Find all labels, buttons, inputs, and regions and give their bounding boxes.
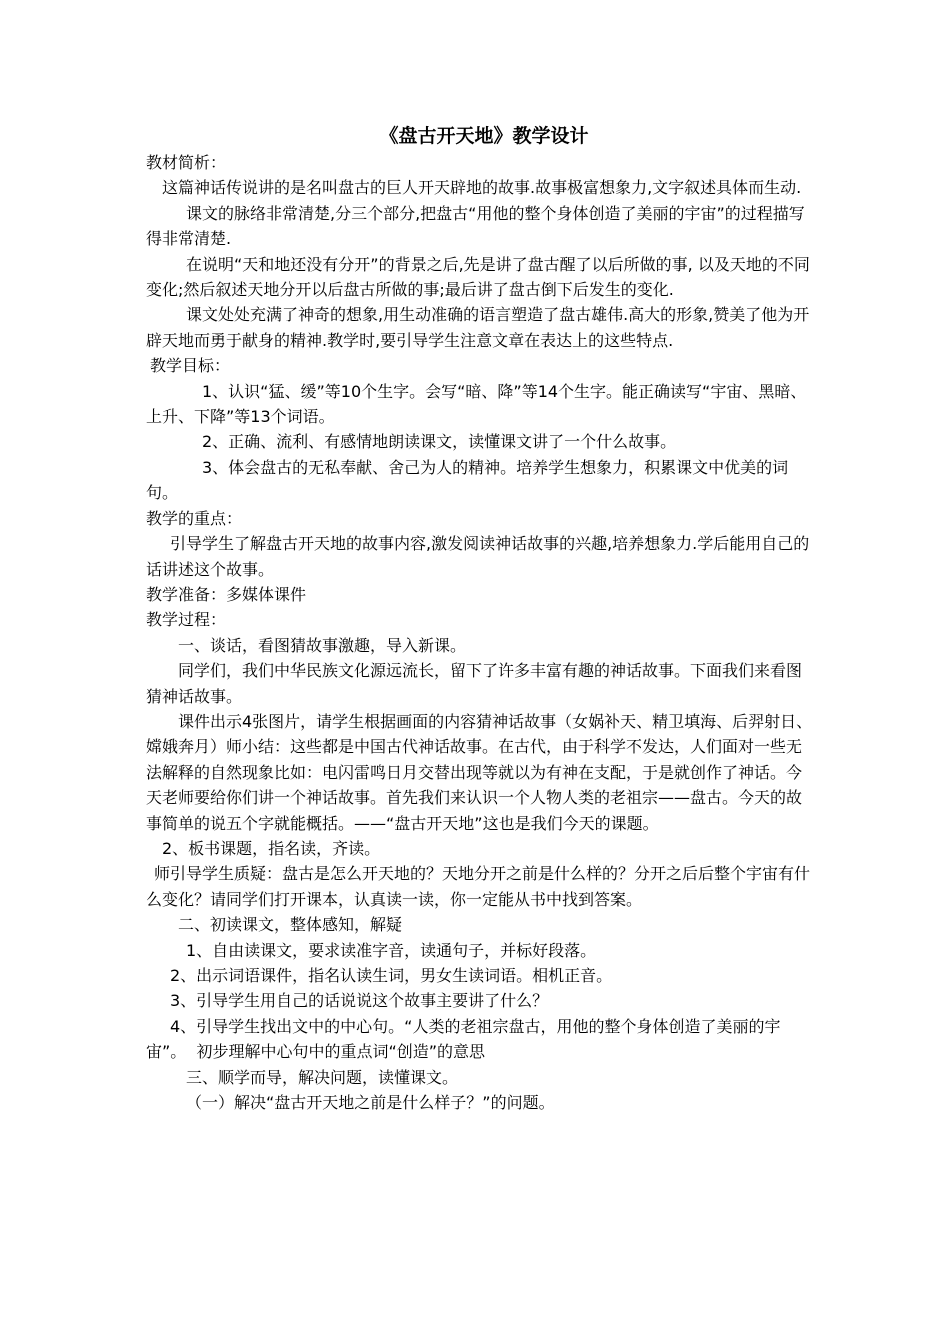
paragraph: 教学过程： [146,610,227,630]
paragraph: 1、认识“猛、缓”等10个生字。会写“暗、降”等14个生字。能正确读写“宇宙、黑暗、上升、下降”等13个词语。 [146,381,807,427]
paragraph: 同学们，我们中华民族文化源远流长，留下了许多丰富有趣的神话故事。下面我们来看图猜神话故事。 [146,661,803,706]
paragraph: 教学准备：多媒体课件 [146,584,307,604]
paragraph: 课文的脉络非常清楚,分三个部分,把盘古“用他的整个身体创造了美丽的宇宙”的过程描写得非常清楚. [146,203,805,249]
paragraph: 在说明“天和地还没有分开”的背景之后,先是讲了盘古醒了以后所做的事, 以及天地的不同变化;然后叙述天地分开以后盘古所做的事;最后讲了盘古倒下后发生的变化. [146,254,810,300]
document-title: 《盘古开天地》教学设计 [379,125,589,147]
paragraph: 2、出示词语课件，指名认读生词，男女生读词语。相机正音。 [170,966,613,985]
document-page [146,122,814,1115]
paragraph: 教材简析： [146,153,227,172]
paragraph: 教学的重点： [146,508,243,528]
paragraph: 引导学生了解盘古开天地的故事内容,激发阅读神话故事的兴趣,培养想象力.学后能用自己的话讲述这个故事。 [146,534,810,579]
paragraph: 师引导学生质疑：盘古是怎么开天地的？天地分开之前是什么样的？分开之后后整个宇宙有什么变化？请同学们打开课本，认真读一读，你一定能从书中找到答案。 [146,864,811,909]
paragraph: 4、引导学生找出文中的中心句。“人类的老祖宗盘古，用他的整个身体创造了美丽的宇宙”。 初步理解中心句中的重点词“创造”的意思 [146,1016,781,1062]
paragraph: 一、谈话，看图猜故事激趣，导入新课。 [178,635,467,655]
paragraph: 课文处处充满了神奇的想象,用生动准确的语言塑造了盘古雄伟.高大的形象,赞美了他为开辟天地而勇于献身的精神.教学时,要引导学生注意文章在表达上的这些特点. [146,305,810,350]
paragraph: 1、自由读课文，要求读准字音，读通句子，并标好段落。 [186,940,597,960]
paragraph: 3、体会盘古的无私奉献、舍己为人的精神。培养学生想象力，积累课文中优美的词句。 [146,457,789,503]
paragraph: 2、正确、流利、有感情地朗读课文，读懂课文讲了一个什么故事。 [202,432,677,452]
paragraph: 这篇神话传说讲的是名叫盘古的巨人开天辟地的故事.故事极富想象力,文字叙述具体而生动. [162,178,802,198]
paragraph: 2、板书课题，指名读，齐读。 [162,838,381,858]
paragraph: 课件出示4张图片，请学生根据画面的内容猜神话故事（女娲补天、精卫填海、后羿射日、嫦娥奔月）师小结：这些都是中国古代神话故事。在古代，由于科学不发达，人们面对一些无法解释的自然现象比如：电闪雷鸣日月交替出现等就以为有神在支配，于是就创作了神话。今天老师要给你们讲一个神话故事。首先我们来认识一个人物人类的老祖宗——盘古。今天的故事简单的说五个字就能概括。——“盘古开天地”这也是我们今天的课题。 [146,711,813,833]
paragraph: 三、顺学而导，解决问题，读懂课文。 [186,1067,459,1087]
paragraph: 二、初读课文，整体感知，解疑 [178,915,403,935]
paragraph: 教学目标： [150,356,231,376]
paragraph: （一）解决“盘古开天地之前是什么样子？”的问题。 [186,1093,555,1113]
document-body [146,150,814,1115]
paragraph: 3、引导学生用自己的话说说这个故事主要讲了什么？ [170,991,549,1011]
